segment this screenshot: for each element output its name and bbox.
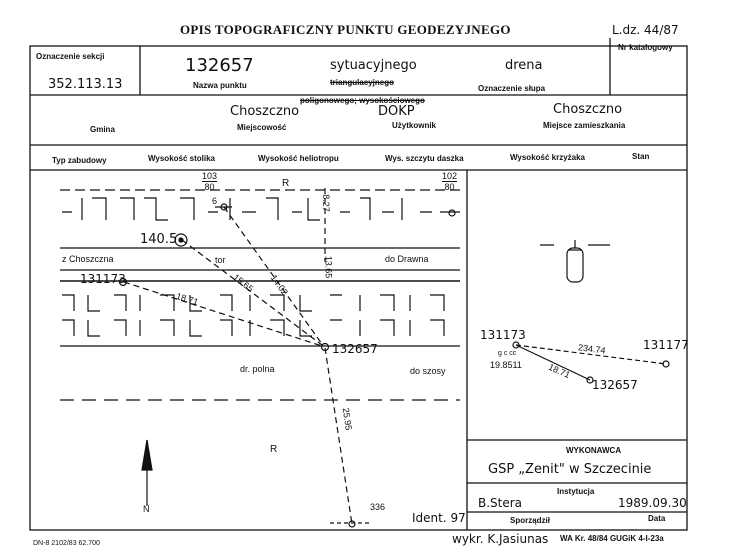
distance-15-65: 15.65 (231, 272, 256, 294)
bearing-point-131177: 131177 (643, 338, 689, 352)
point-name-label: Nazwa punktu (193, 81, 247, 90)
attr-table-height: Wysokość stolika (148, 154, 215, 163)
footer-print-code: WA Kr. 48/84 GUGiK 4-I-23a (560, 534, 664, 543)
bearing-point-132657: 132657 (592, 378, 638, 392)
fraction-right-denominator: 80 (444, 182, 455, 192)
author-label: Sporządził (510, 516, 551, 525)
bearing-distance-18-71: 18.71 (546, 361, 572, 381)
distance-13-65: 13.65 (323, 255, 334, 279)
bearing-angle: 19.8511 (490, 360, 522, 370)
point-type-struck-1: triangulacyjnego (330, 78, 395, 87)
ident-number: Ident. 97 (412, 511, 466, 525)
distance-336: 336 (370, 502, 386, 512)
locality-label: Miejscowość (237, 123, 287, 132)
road-to-label: do Drawna (385, 254, 429, 264)
author-name: B.Stera (478, 496, 523, 510)
field-road-label: dr. polna (240, 364, 275, 374)
fraction-right (442, 171, 457, 192)
user-value: DOKP (378, 104, 415, 119)
road-from-label: z Choszczna (62, 254, 114, 264)
point-132657-sketch: 132657 (332, 342, 378, 356)
section-label: Oznaczenie sekcji (36, 52, 105, 61)
date-label: Data (648, 514, 666, 523)
gmina-value: Choszczno (230, 104, 300, 119)
point-131173-sketch: 131173 (80, 272, 126, 286)
date-value: 1989.09.30 (618, 496, 687, 510)
letter-r-top: R (282, 178, 290, 189)
distance-8-27: 8.27 (320, 194, 331, 212)
institution-label: Instytucja (557, 487, 595, 496)
ldz-number: L.dz. 44/87 (612, 23, 679, 37)
gmina-label: Gmina (90, 125, 115, 134)
point-type: sytuacyjnego (330, 58, 417, 73)
fraction-left (202, 171, 217, 192)
to-highway-label: do szosy (410, 366, 446, 376)
distance-14-02: 14.02 (268, 272, 290, 298)
point-type-detail: drena (505, 58, 543, 73)
footer-form-code: DN-8 2102/83 62.700 (33, 540, 100, 547)
section-value: 352.113.13 (48, 77, 123, 92)
attr-status: Stan (632, 152, 650, 161)
fraction-right-numerator: 102 (442, 171, 458, 181)
north-label: N (143, 504, 150, 514)
distance-6: 6 (212, 196, 218, 206)
track-label: tor (215, 255, 226, 265)
letter-r-bottom: R (270, 444, 278, 455)
attr-heliotrope-height: Wysokość heliotropu (258, 154, 339, 163)
pillar-label: Oznaczenie słupa (478, 84, 546, 93)
distance-18-71: 18.71 (175, 290, 200, 308)
point-number: 132657 (185, 55, 254, 76)
residence-label: Miejsce zamieszkania (543, 121, 626, 130)
footer-executed-by: wykr. K.Jasiunas (452, 532, 549, 546)
residence-value: Choszczno (553, 102, 623, 117)
catalog-label: Nr katalogowy (618, 43, 673, 52)
attr-building-type: Typ zabudowy (52, 156, 107, 165)
distance-25-95: 25.95 (340, 407, 354, 431)
bearing-point-131173: 131173 (480, 328, 526, 342)
fraction-left-numerator: 103 (202, 171, 218, 181)
contractor-label: WYKONAWCA (566, 446, 622, 455)
attr-roof-height: Wys. szczytu daszka (385, 154, 464, 163)
point-type-struck-2: poligonowego; wysokościowego (300, 96, 425, 105)
attr-cross-height: Wysokość krzyżaka (510, 153, 586, 162)
point-140-5: 140.5 (140, 232, 178, 247)
user-label: Użytkownik (392, 121, 437, 130)
bearing-distance-234-74: 234.74 (577, 342, 607, 356)
fraction-left-denominator: 80 (204, 182, 215, 192)
form-title: OPIS TOPOGRAFICZNY PUNKTU GEODEZYJNEGO (180, 22, 511, 37)
contractor-name: GSP „Zenit" w Szczecinie (488, 462, 652, 477)
bearing-angle-units: g c cc (498, 350, 517, 357)
